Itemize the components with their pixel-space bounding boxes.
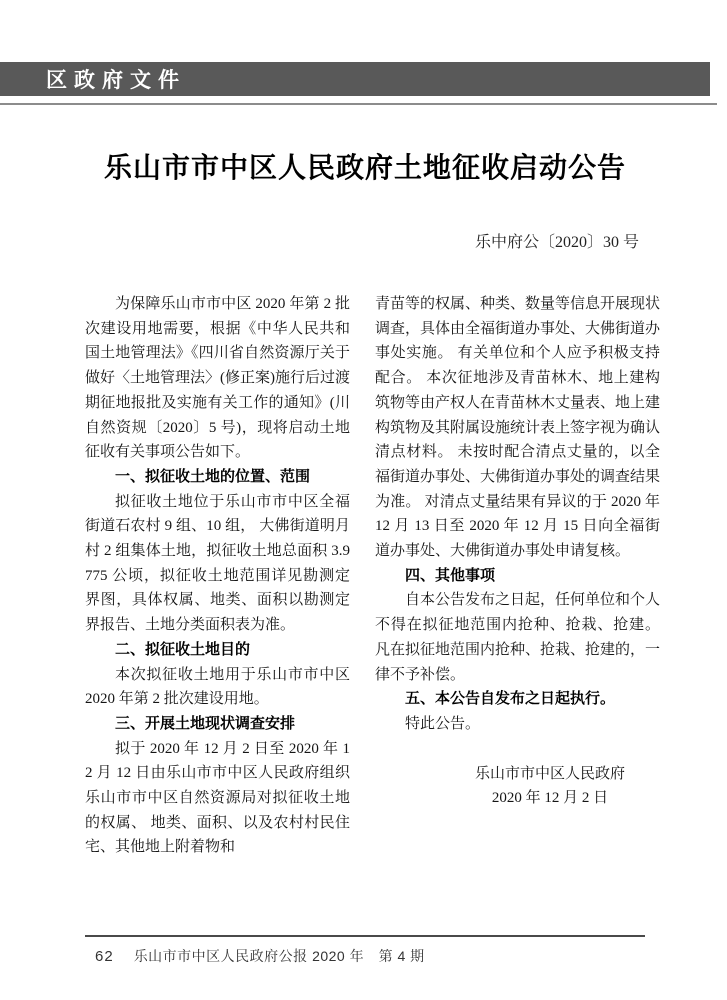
section-4-heading: 四、其他事项 bbox=[405, 566, 496, 584]
section-4-paragraph: 自本公告发布之日起，任何单位和个人不得在拟征地范围内抢种、抢栽、抢建。 凡在拟征地范围内抢种、抢栽、抢建的，一律不予补偿。 bbox=[375, 592, 661, 683]
body-column-right bbox=[375, 292, 660, 860]
announcement-title: 乐山市市中区人民政府土地征收启动公告 bbox=[103, 153, 626, 184]
footer-publication-title: 乐山市市中区人民政府公报 2020 年 第 4 期 bbox=[133, 948, 425, 964]
section-2-heading: 二、拟征收土地目的 bbox=[115, 640, 251, 658]
signature-block bbox=[440, 762, 660, 811]
body-column-left bbox=[85, 292, 350, 860]
section-1-heading: 一、拟征收土地的位置、范围 bbox=[115, 467, 311, 485]
section-3-heading: 三、开展土地现状调查安排 bbox=[115, 714, 296, 732]
section-banner bbox=[0, 62, 710, 96]
section-banner-label: 区政府文件 bbox=[46, 69, 186, 92]
signature-date: 2020 年 12 月 2 日 bbox=[491, 790, 609, 807]
footer-divider-rule bbox=[85, 935, 645, 937]
closing-paragraph: 特此公告。 bbox=[405, 715, 481, 732]
signature-organization: 乐山市市中区人民政府 bbox=[474, 765, 625, 782]
section-2-paragraph: 本次拟征收土地用于乐山市市中区 2020 年第 2 批次建设用地。 bbox=[85, 666, 350, 708]
section-1-paragraph: 拟征收土地位于乐山市市中区全福街道石农村 9 组、10 组， 大佛街道明月村 2 组集体土地，拟征收土地总面积 3.9775 公顷，拟征收土地范围详见勘测定界图，具体权属、地类、面积以勘测定界报告、土地分类面积表为准。 bbox=[85, 493, 350, 634]
section-5-heading: 五、本公告自发布之日起执行。 bbox=[405, 690, 616, 708]
footer bbox=[95, 946, 425, 966]
body-columns bbox=[85, 292, 660, 860]
footer-page-number: 62 bbox=[95, 948, 114, 965]
intro-paragraph: 为保障乐山市市中区 2020 年第 2 批次建设用地需要，根据《中华人民共和国土地管理法》《四川省自然资源厅关于做好〈土地管理法〉(修正案)施行后过渡期征地报批及实施有关工作的通知》(川自然资规〔2020〕5 号)，现将启动土地征收有关事项公告如下。 bbox=[85, 296, 350, 461]
section-3-paragraph-continued: 青苗等的权属、种类、数量等信息开展现状调查，具体由全福街道办事处、大佛街道办事处实施。 有关单位和个人应予积极支持配合。 本次征地涉及青苗林木、地上建构筑物等由产权人在青苗林木丈量表、地上建构筑物及其附属设施统计表上签字视为确认清点材料。 未按时配合清点丈量的，以全福街道办事处、大佛街道办事处的调查结果为准。 对清点丈量结果有异议的于 2020 年 12 月 13 日至 2020 年 12 月 15 日向全福街道办事处、大佛街道办事处申请复核。 bbox=[375, 296, 661, 560]
banner-divider-rule bbox=[0, 103, 717, 105]
document-number: 乐中府公〔2020〕30 号 bbox=[474, 234, 639, 251]
section-3-paragraph-start: 拟于 2020 年 12 月 2 日至 2020 年 12 月 12 日由乐山市市中区人民政府组织乐山市市中区自然资源局对拟征收土地的权属、 地类、面积、以及农村村民住宅、其他地上附着物和 bbox=[85, 740, 350, 856]
